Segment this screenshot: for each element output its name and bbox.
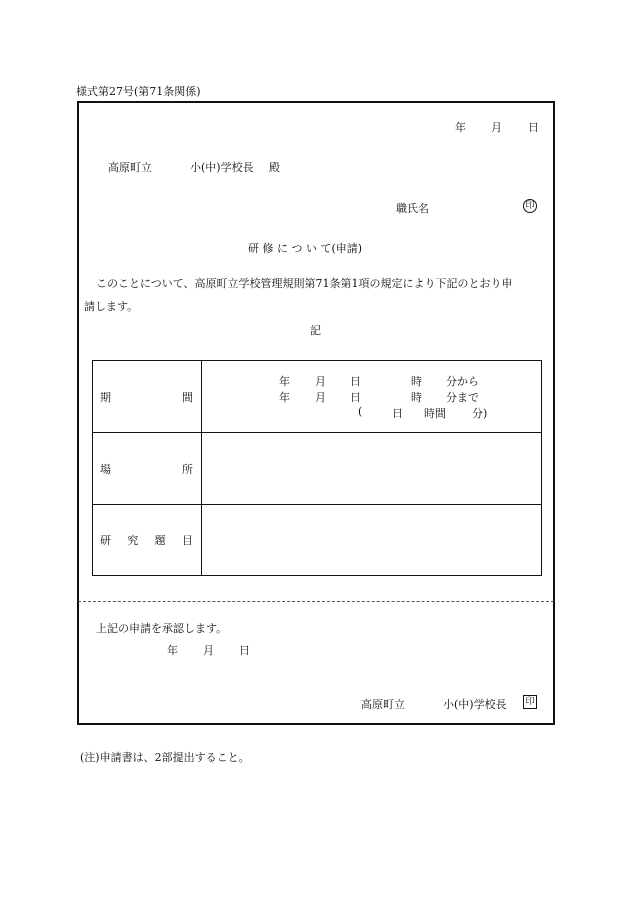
approval-town: 高原町立 <box>361 698 405 711</box>
approval-text: 上記の申請を承認します。 <box>96 622 228 635</box>
topic-label-char: 研 <box>100 534 111 547</box>
from-minute: 分から <box>446 374 479 388</box>
approval-seal <box>523 694 537 709</box>
duration-minutes: 分) <box>472 406 488 420</box>
table-row-period <box>93 361 542 433</box>
ki-heading: 記 <box>310 324 321 337</box>
to-month: 月 <box>315 390 326 404</box>
from-day: 日 <box>350 374 361 388</box>
duration-hours: 時間 <box>424 406 446 420</box>
from-hour: 時 <box>411 374 422 388</box>
approval-day: 日 <box>239 644 250 657</box>
place-value-cell <box>202 433 542 505</box>
period-label-right: 間 <box>182 390 193 404</box>
to-day: 日 <box>350 390 361 404</box>
date-month: 月 <box>491 121 502 134</box>
from-year: 年 <box>279 374 290 388</box>
applicant-label: 職氏名 <box>396 202 429 215</box>
addressee-town: 高原町立 <box>108 161 152 174</box>
footnote: (注)申請書は、2部提出すること。 <box>80 751 250 764</box>
duration-open: ( <box>358 404 363 418</box>
to-minute: 分まで <box>446 390 479 404</box>
seal-icon: 印 <box>523 695 537 709</box>
to-hour: 時 <box>411 390 422 404</box>
topic-label-char: 究 <box>127 534 139 547</box>
detail-table <box>92 360 542 576</box>
topic-value-cell <box>202 505 542 576</box>
place-label-left: 場 <box>100 462 111 476</box>
period-duration-line <box>202 405 541 421</box>
period-from-line <box>202 373 541 389</box>
body-line-2: 請します。 <box>84 300 139 313</box>
form-title: 研 修 に つ い て(申請) <box>248 242 363 255</box>
dashed-divider <box>78 601 554 602</box>
place-label-right: 所 <box>182 462 193 476</box>
period-to-line <box>202 389 541 405</box>
period-value-cell <box>202 361 542 433</box>
date-year: 年 <box>455 121 466 134</box>
to-year: 年 <box>279 390 290 404</box>
approval-school: 小(中)学校長 <box>443 698 507 711</box>
duration-day: 日 <box>392 406 403 420</box>
table-row-place <box>93 433 542 505</box>
topic-label-cell <box>93 505 202 576</box>
topic-label-char: 題 <box>154 534 166 547</box>
date-day: 日 <box>528 121 539 134</box>
place-label-cell <box>93 433 202 505</box>
form-number: 様式第27号(第71条関係) <box>76 85 201 98</box>
period-label-cell <box>93 361 202 433</box>
seal-icon: 印 <box>523 199 537 213</box>
topic-label-char: 目 <box>181 534 193 547</box>
approval-year: 年 <box>167 644 178 657</box>
body-line-1: このことについて、高原町立学校管理規則第71条第1項の規定により下記のとおり申 <box>96 277 513 290</box>
from-month: 月 <box>315 374 326 388</box>
period-label-left: 期 <box>100 390 111 404</box>
addressee-school: 小(中)学校長 <box>190 161 254 174</box>
addressee-honorific: 殿 <box>269 161 280 174</box>
table-row-topic <box>93 505 542 576</box>
applicant-seal <box>523 198 537 213</box>
approval-month: 月 <box>203 644 214 657</box>
